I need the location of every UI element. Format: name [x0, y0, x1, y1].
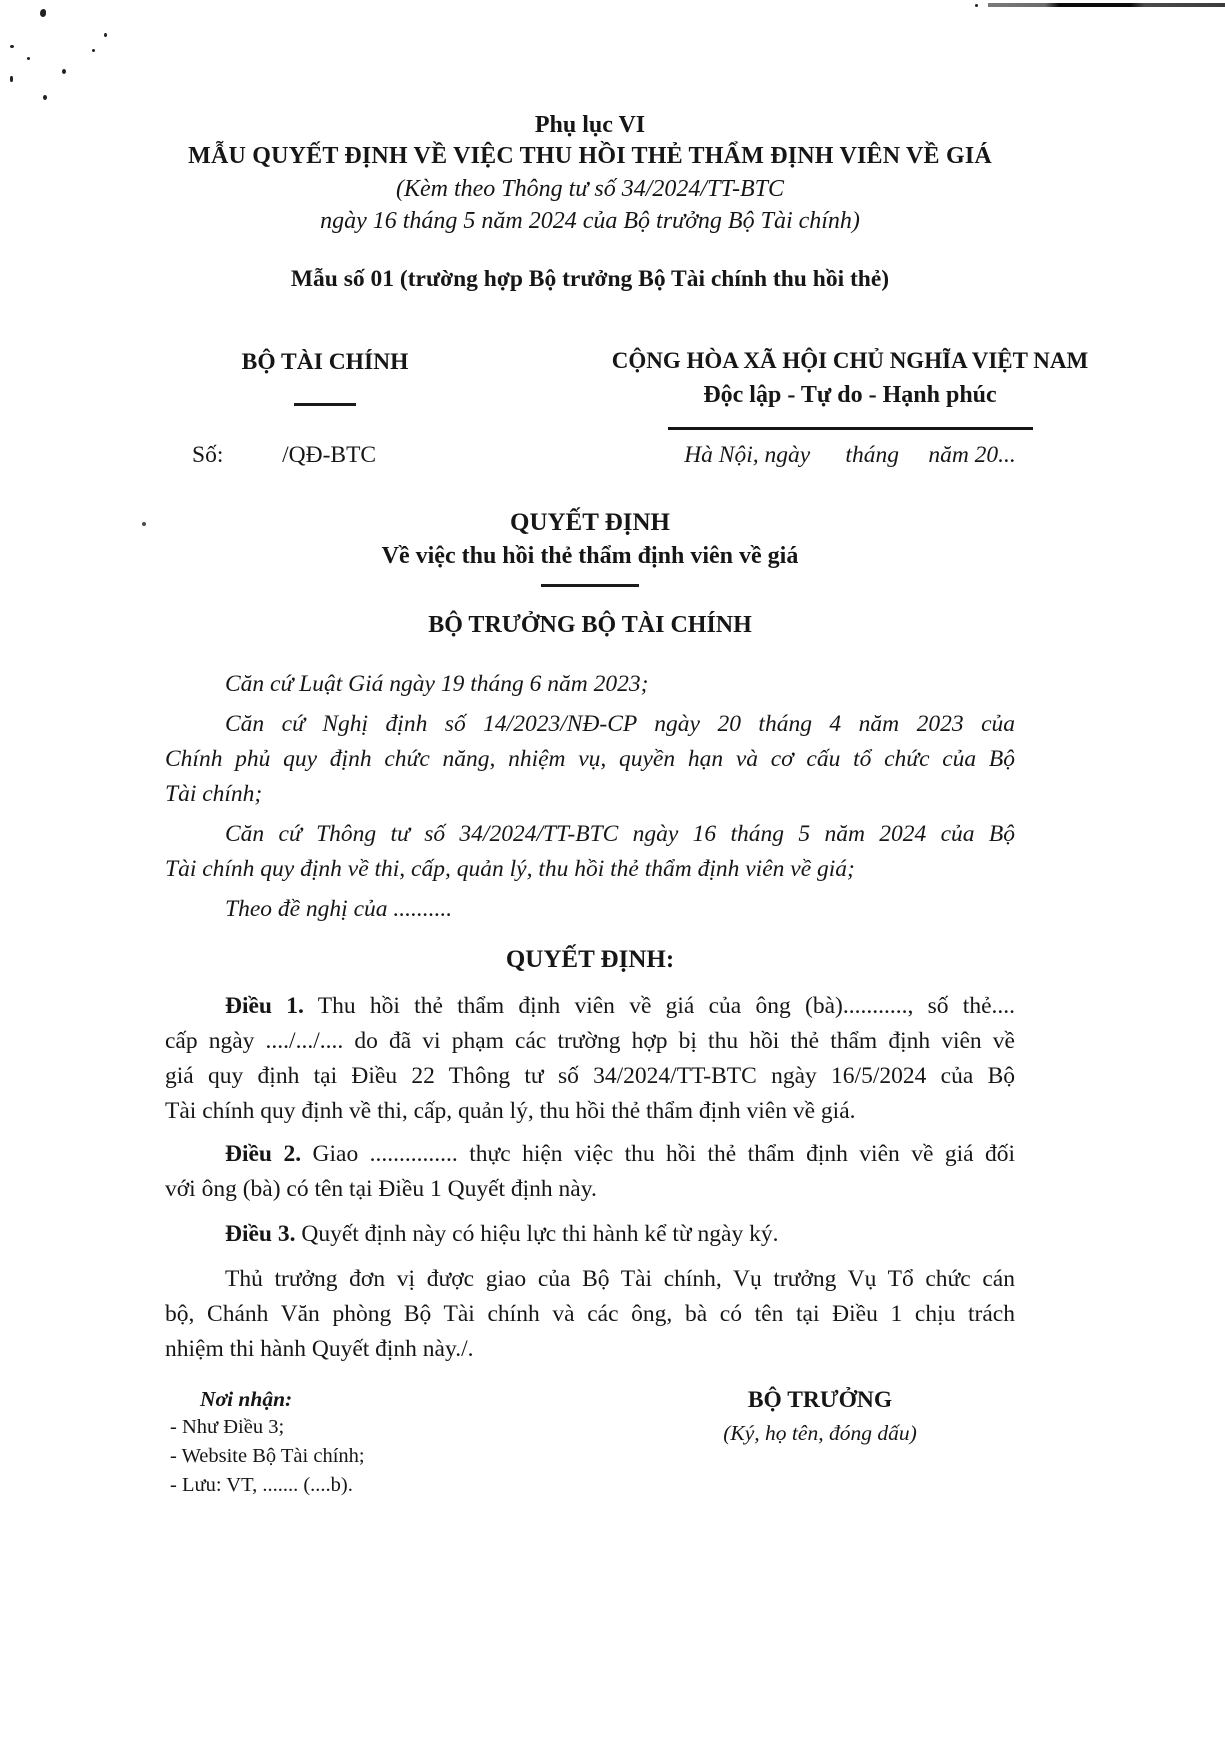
scan-line-artifact — [988, 3, 1225, 7]
issuer-divider — [294, 403, 356, 406]
article-2-line: với ông (bà) có tên tại Điều 1 Quyết định này. — [165, 1176, 597, 1202]
scan-speck — [142, 522, 146, 526]
scan-speck — [27, 57, 30, 60]
decision-subject: Về việc thu hồi thẻ thẩm định viên về giá — [381, 543, 799, 569]
legal-basis-2-line: Chính phủ quy định chức năng, nhiệm vụ, quyền hạn và cơ cấu tổ chức của Bộ — [165, 746, 1015, 772]
enactment-heading: QUYẾT ĐỊNH: — [505, 946, 675, 973]
deciding-authority: BỘ TRƯỞNG BỘ TÀI CHÍNH — [428, 612, 752, 638]
national-motto-block — [570, 345, 1130, 470]
scan-speck — [40, 9, 46, 17]
article-3-text: Quyết định này có hiệu lực thi hành kể từ ngày ký. — [295, 1221, 779, 1247]
scan-speck — [62, 69, 66, 74]
document-title: MẪU QUYẾT ĐỊNH VỀ VIỆC THU HỒI THẺ THẨM ĐỊNH VIÊN VỀ GIÁ — [188, 143, 992, 169]
closing-paragraph — [165, 1262, 1015, 1367]
place-and-date: Hà Nội, ngày tháng năm 20... — [684, 442, 1016, 468]
issuing-agency-block — [180, 347, 470, 470]
scan-speck — [104, 33, 107, 37]
form-number-note: Mẫu số 01 (trường hợp Bộ trưởng Bộ Tài chính thu hồi thẻ) — [290, 266, 890, 292]
national-motto-line2: Độc lập - Tự do - Hạnh phúc — [703, 382, 997, 408]
subject-divider — [541, 584, 639, 587]
article-1-line: cấp ngày ..../.../.... do đã vi phạm các trường hợp bị thu hồi thẻ thẩm định viên về — [165, 1028, 1015, 1054]
legal-basis-3-line: Tài chính quy định về thi, cấp, quản lý, thu hồi thẻ thẩm định viên về giá; — [165, 856, 855, 882]
article-2 — [165, 1137, 1015, 1207]
footer — [165, 1385, 1015, 1545]
document-number: Số: /QĐ-BTC — [192, 442, 377, 468]
legal-basis-2-line: Tài chính; — [165, 781, 263, 807]
closing-line: bộ, Chánh Văn phòng Bộ Tài chính và các ông, bà có tên tại Điều 1 chịu trách — [165, 1301, 1015, 1327]
recipient-item: - Lưu: VT, ....... (....b). — [170, 1474, 353, 1496]
issuing-agency: BỘ TÀI CHÍNH — [241, 349, 409, 375]
closing-line: Thủ trưởng đơn vị được giao của Bộ Tài chính, Vụ trưởng Vụ Tổ chức cán — [225, 1266, 1015, 1292]
article-1-line: giá quy định tại Điều 22 Thông tư số 34/2024/TT-BTC ngày 16/5/2024 của Bộ — [165, 1063, 1015, 1089]
preamble — [165, 667, 1015, 927]
article-1-line: Tài chính quy định về thi, cấp, quản lý, thu hồi thẻ thẩm định viên về giá. — [165, 1098, 856, 1124]
signer-instruction: (Ký, họ tên, đóng dấu) — [723, 1421, 917, 1445]
recipient-item: - Website Bộ Tài chính; — [170, 1445, 365, 1467]
legal-basis-1: Căn cứ Luật Giá ngày 19 tháng 6 năm 2023; — [225, 671, 649, 697]
legal-basis-2-line: Căn cứ Nghị định số 14/2023/NĐ-CP ngày 20 tháng 4 năm 2023 của — [225, 711, 1015, 737]
decision-heading: QUYẾT ĐỊNH — [510, 509, 670, 536]
recipients-heading: Nơi nhận: — [200, 1387, 293, 1411]
proposal-line: Theo đề nghị của .......... — [225, 896, 453, 922]
attachment-note-line2: ngày 16 tháng 5 năm 2024 của Bộ trưởng Bộ Tài chính) — [320, 208, 860, 234]
signer-title: BỘ TRƯỞNG — [747, 1387, 893, 1413]
legal-basis-3-line: Căn cứ Thông tư số 34/2024/TT-BTC ngày 16 tháng 5 năm 2024 của Bộ — [225, 821, 1015, 847]
signature-block — [685, 1385, 955, 1447]
article-2-text: Giao ............... thực hiện việc thu hồi thẻ thẩm định viên về giá đối — [301, 1141, 1016, 1167]
motto-divider — [668, 427, 1033, 430]
scan-speck — [43, 95, 47, 100]
article-1-label: Điều 1. — [225, 993, 304, 1019]
recipient-item: - Như Điều 3; — [170, 1416, 285, 1438]
article-1 — [165, 989, 1015, 1129]
scan-speck — [92, 49, 95, 52]
national-header — [165, 327, 1089, 482]
national-motto-line1: CỘNG HÒA XÃ HỘI CHỦ NGHĨA VIỆT NAM — [611, 348, 1089, 373]
closing-line: nhiệm thi hành Quyết định này./. — [165, 1336, 474, 1362]
appendix-label: Phụ lục VI — [534, 112, 646, 138]
scan-speck — [10, 45, 14, 48]
attachment-note-line1: (Kèm theo Thông tư số 34/2024/TT-BTC — [395, 176, 784, 202]
recipients-block — [170, 1385, 365, 1500]
document-content — [165, 0, 1089, 1545]
article-2-label: Điều 2. — [225, 1141, 302, 1167]
scan-speck — [10, 76, 13, 82]
article-3-label: Điều 3. — [225, 1221, 296, 1247]
article-1-text: Thu hồi thẻ thẩm định viên về giá của ông (bà)..........., số thẻ.... — [303, 993, 1016, 1019]
article-3 — [165, 1217, 1015, 1252]
